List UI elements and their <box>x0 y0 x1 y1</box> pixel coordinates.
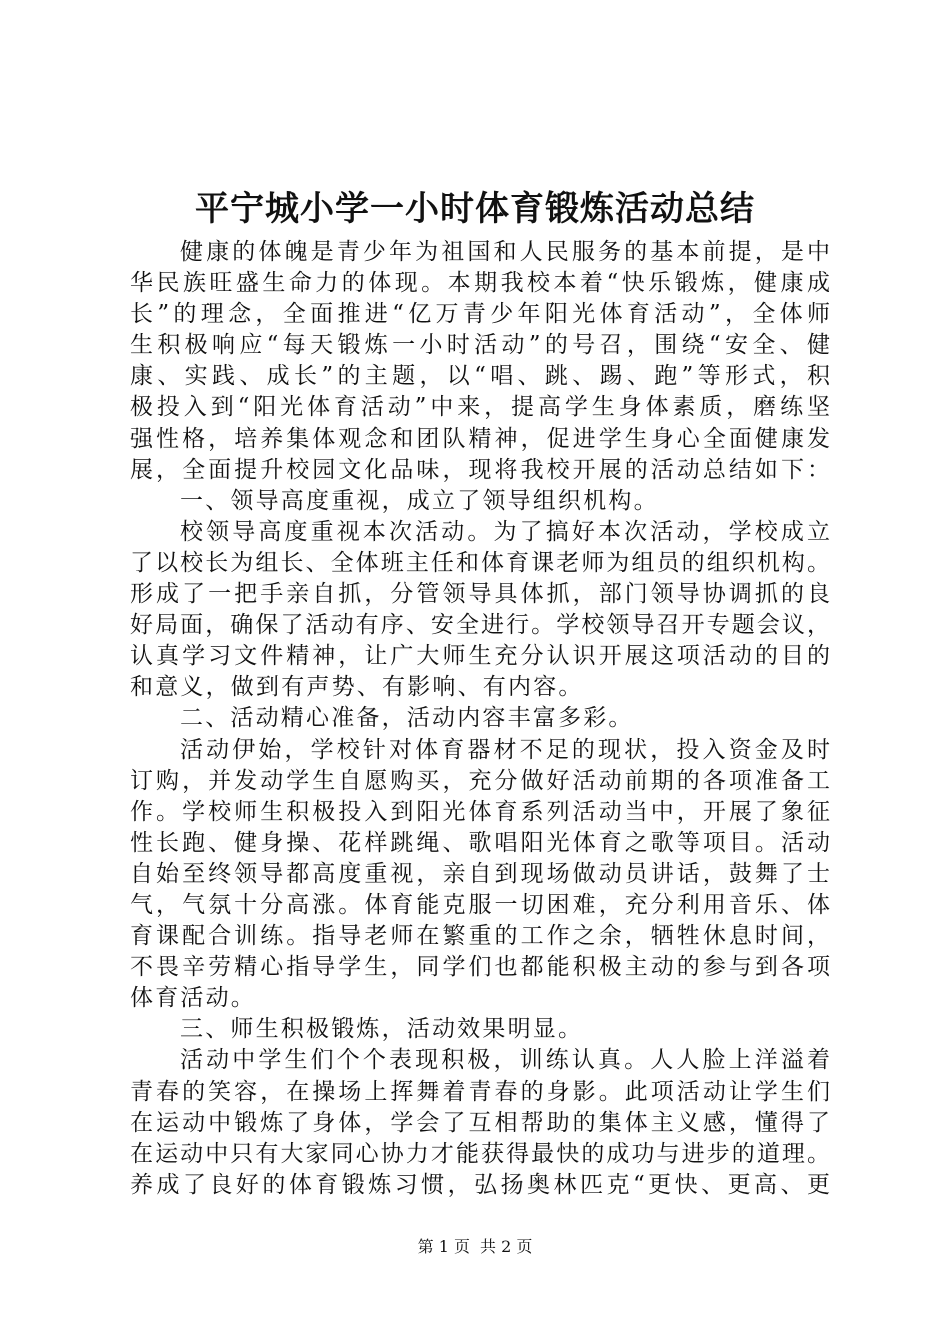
text-line: 展，全面提升校园文化品味，现将我校开展的活动总结如下： <box>130 456 830 483</box>
text-line: 作。学校师生积极投入到阳光体育系列活动当中，开展了象征 <box>130 798 830 825</box>
text-line: 气，气氛十分高涨。体育能克服一切困难，充分利用音乐、体 <box>130 891 830 918</box>
text-line: 自始至终领导都高度重视，亲自到现场做动员讲话，鼓舞了士 <box>130 860 830 887</box>
section-heading-1: 一、领导高度重视，成立了领导组织机构。 <box>180 487 659 514</box>
text-line: 育课配合训练。指导老师在繁重的工作之余，牺牲休息时间， <box>130 923 830 950</box>
text-line: 订购，并发动学生自愿购买，充分做好活动前期的各项准备工 <box>130 767 830 794</box>
text-line: 性长跑、健身操、花样跳绳、歌唱阳光体育之歌等项目。活动 <box>130 829 830 856</box>
text-line: 认真学习文件精神，让广大师生充分认识开展这项活动的目的 <box>130 643 830 670</box>
text-line: 极投入到“阳光体育活动”中来，提高学生身体素质，磨练坚 <box>130 394 830 421</box>
text-line: 和意义，做到有声势、有影响、有内容。 <box>130 674 584 701</box>
text-line: 活动中学生们个个表现积极，训练认真。人人脸上洋溢着 <box>180 1047 830 1074</box>
page-number: 第 1 页 <box>417 1237 470 1256</box>
section-heading-2: 二、活动精心准备，活动内容丰富多彩。 <box>180 705 634 732</box>
text-line: 在运动中只有大家同心协力才能获得最快的成功与进步的道理。 <box>130 1140 830 1167</box>
text-line: 健康的体魄是青少年为祖国和人民服务的基本前提，是中 <box>180 239 830 265</box>
text-line: 形成了一把手亲自抓，分管领导具体抓，部门领导协调抓的良 <box>130 581 830 608</box>
text-line: 好局面，确保了活动有序、安全进行。学校领导召开专题会议， <box>130 612 830 639</box>
page-total: 共 2 页 <box>480 1237 533 1256</box>
text-line: 生积极响应“每天锻炼一小时活动”的号召，围绕“安全、健 <box>130 332 830 359</box>
text-line: 康、实践、成长”的主题，以“唱、跳、踢、跑”等形式，积 <box>130 363 830 390</box>
text-line: 在运动中锻炼了身体，学会了互相帮助的集体主义感，懂得了 <box>130 1109 830 1136</box>
text-line: 不畏辛劳精心指导学生，同学们也都能积极主动的参与到各项 <box>130 954 830 981</box>
page-title: 平宁城小学一小时体育锻炼活动总结 <box>195 189 755 229</box>
text-line: 强性格，培养集体观念和团队精神，促进学生身心全面健康发 <box>130 425 830 452</box>
text-line: 华民族旺盛生命力的体现。本期我校本着“快乐锻炼，健康成 <box>130 270 830 297</box>
page-footer <box>0 1236 950 1258</box>
text-line: 体育活动。 <box>130 985 256 1012</box>
body-text <box>130 237 830 1201</box>
section-heading-3: 三、师生积极锻炼，活动效果明显。 <box>180 1016 584 1043</box>
text-line: 青春的笑容，在操场上挥舞着青春的身影。此项活动让学生们 <box>130 1078 830 1105</box>
text-line: 养成了良好的体育锻炼习惯，弘扬奥林匹克“更快、更高、更 <box>130 1171 830 1198</box>
text-line: 校领导高度重视本次活动。为了搞好本次活动，学校成立 <box>180 518 830 545</box>
text-line: 长”的理念，全面推进“亿万青少年阳光体育活动”，全体师 <box>130 301 830 328</box>
text-line: 了以校长为组长、全体班主任和体育课老师为组员的组织机构。 <box>130 549 830 576</box>
text-line: 活动伊始，学校针对体育器材不足的现状，投入资金及时 <box>180 736 830 763</box>
